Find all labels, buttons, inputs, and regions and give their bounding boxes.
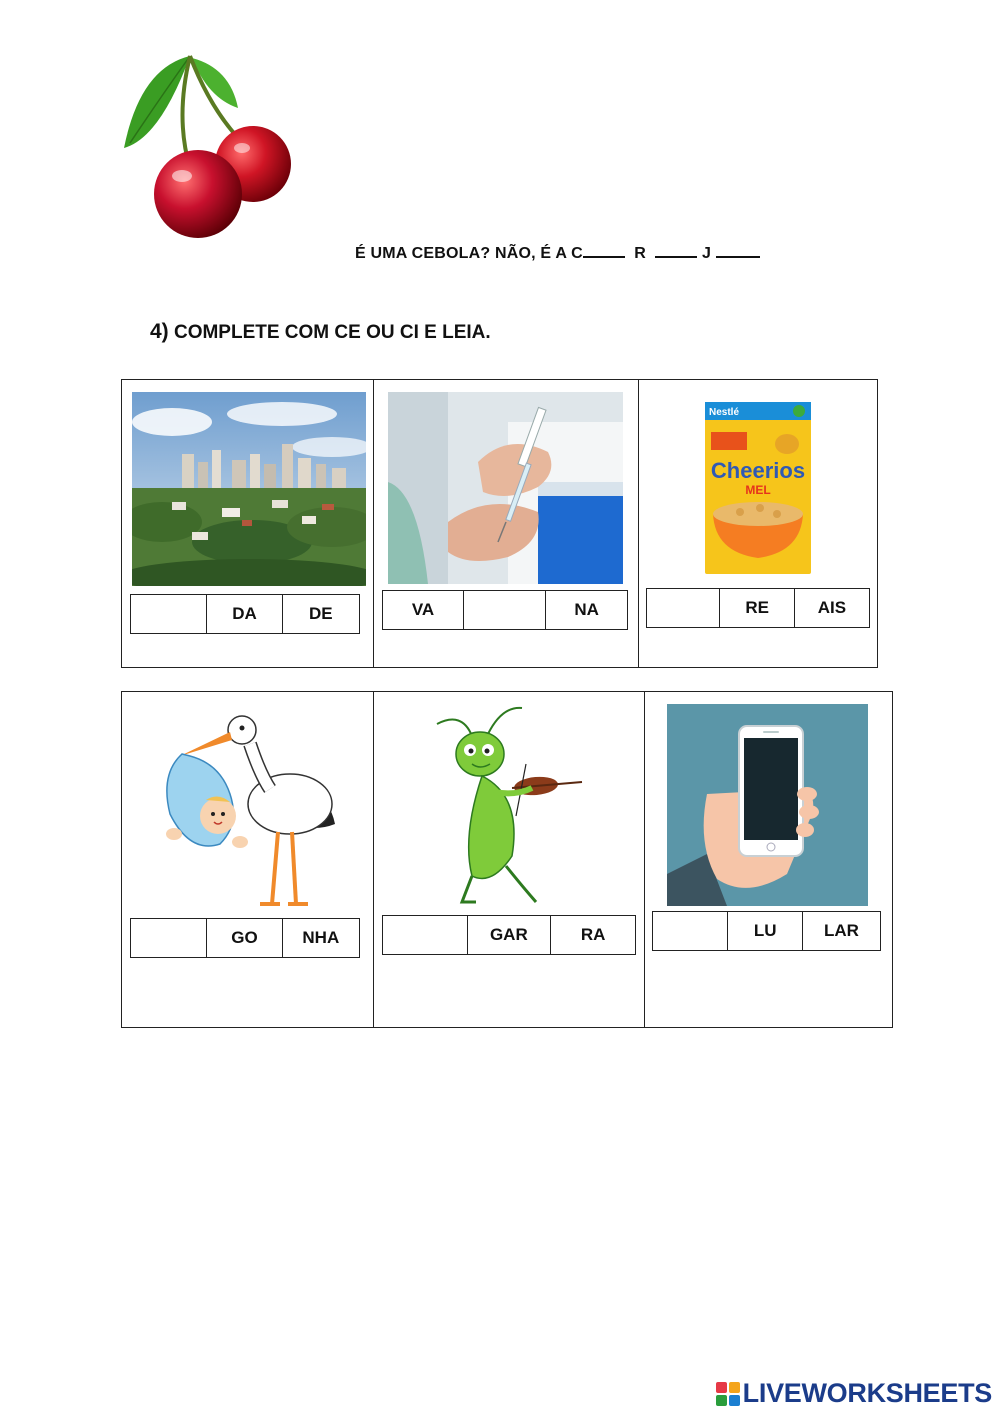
question-text: É UMA CEBOLA? NÃO, É A C (355, 245, 583, 262)
footer-brand: LIVEWORKSHEETS (742, 1378, 992, 1408)
syllable: GO (207, 919, 282, 957)
syllable-box-city (130, 594, 360, 634)
blank-2[interactable] (655, 244, 697, 258)
syllable-input[interactable] (647, 589, 720, 627)
syllable-input[interactable] (131, 919, 207, 957)
grasshopper-image (432, 706, 588, 906)
blank-3[interactable] (716, 244, 760, 258)
cell-vaccine (374, 380, 638, 667)
exercise-table-row-1 (121, 379, 878, 668)
cereal-title: Cheerios (710, 458, 805, 483)
exercise-table-row-2 (121, 691, 893, 1028)
city-image (132, 392, 366, 586)
vaccine-image (388, 392, 623, 584)
syllable: LAR (824, 921, 859, 940)
syllable: GAR (468, 916, 551, 954)
cereal-sub: MEL (744, 483, 771, 497)
syllable: DA (207, 595, 282, 633)
cereal-brand: Nestlé (708, 407, 739, 418)
syllable-box-phone (652, 911, 881, 951)
cherry-question (355, 244, 760, 263)
syllable-input[interactable] (653, 912, 728, 950)
syllable: AIS (817, 598, 847, 617)
cherry-image (120, 48, 300, 244)
syllable-box-stork (130, 918, 360, 958)
liveworksheets-logo (716, 1378, 992, 1409)
syllable: NHA (302, 928, 340, 947)
stork-image (160, 704, 340, 914)
exercise-heading (150, 320, 491, 344)
syllable-input[interactable] (383, 916, 467, 954)
cereal-box-image (705, 402, 811, 574)
syllable: DE (309, 604, 333, 623)
syllable-box-grasshopper (382, 915, 636, 955)
exercise-instruction: COMPLETE COM CE OU CI E LEIA. (173, 322, 491, 343)
syllable-box-cereal (646, 588, 870, 628)
letter-j: J (701, 245, 712, 262)
syllable: VA (383, 591, 463, 629)
cell-grasshopper (374, 692, 644, 1027)
syllable: RA (580, 925, 606, 944)
cell-phone (645, 692, 892, 1027)
cell-cereal (639, 380, 877, 667)
syllable-input[interactable] (464, 591, 546, 629)
phone-image (667, 704, 868, 906)
syllable: RE (720, 589, 795, 627)
syllable: NA (574, 600, 599, 619)
syllable-box-vaccine (382, 590, 628, 630)
blank-1[interactable] (583, 244, 625, 258)
logo-icon (716, 1382, 740, 1406)
letter-r: R (634, 245, 646, 262)
syllable-input[interactable] (131, 595, 207, 633)
cell-stork (122, 692, 374, 1027)
exercise-number: 4) (150, 320, 169, 343)
cell-city (122, 380, 374, 667)
syllable: LU (728, 912, 803, 950)
